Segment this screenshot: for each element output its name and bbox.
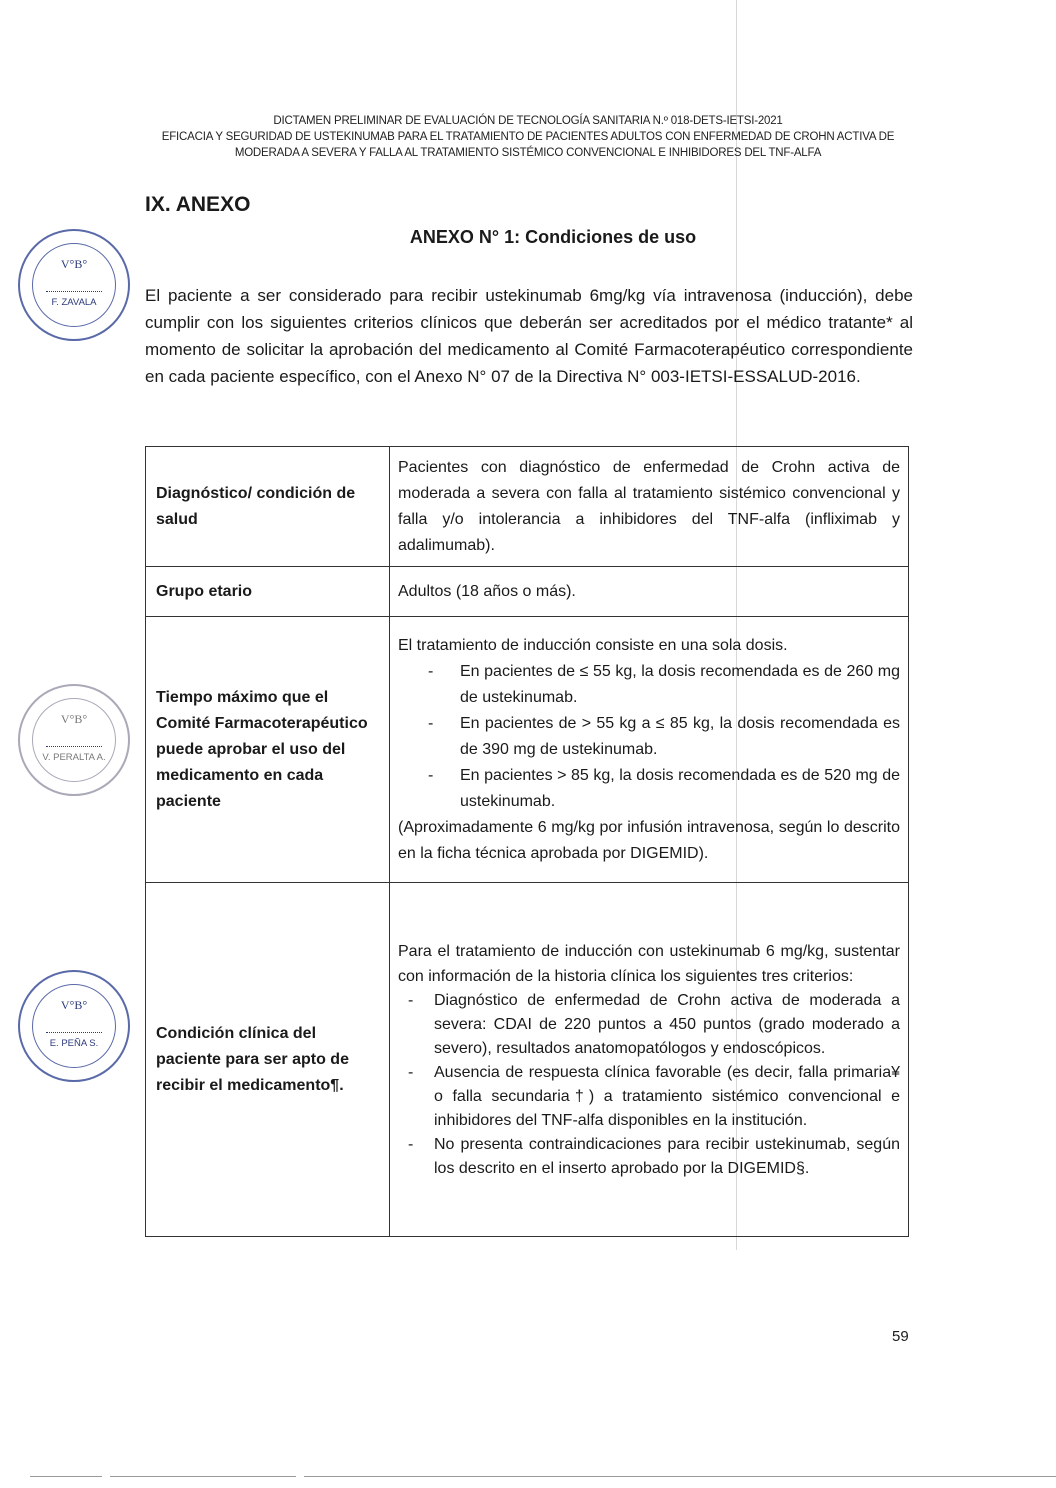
page-number: 59	[892, 1328, 909, 1345]
list-item: - Diagnóstico de enfermedad de Crohn activa de moderada a severa: CDAI de 220 puntos a 450 puntos (grado moderado a severo), resultados anatomopatólogos y endoscópicos.	[398, 989, 900, 1061]
stamp-vb: V°B°	[60, 712, 88, 726]
row-value: Pacientes con diagnóstico de enfermedad de Crohn activa de moderada a severa con falla al tratamiento sistémico convencional y falla y/o intolerancia a inhibidores del TNF-alfa (infliximab y adalimumab).	[390, 447, 909, 567]
list-item: - Ausencia de respuesta clínica favorable (es decir, falla primaria¥ o falla secundaria†) a tratamiento sistémico convencional e inhibidores del TNF-alfa disponibles en la institución.	[398, 1061, 900, 1133]
list-item: - En pacientes de ≤ 55 kg, la dosis recomendada es de 260 mg de ustekinumab.	[398, 659, 900, 711]
header-line-1: DICTAMEN PRELIMINAR DE EVALUACIÓN DE TECNOLOGÍA SANITARIA N.º 018-DETS-IETSI-2021	[273, 115, 783, 127]
row-value	[390, 883, 909, 1237]
header-line-2: EFICACIA Y SEGURIDAD DE USTEKINUMAB PARA EL TRATAMIENTO DE PACIENTES ADULTOS CON ENFERMEDAD DE CROHN ACTIVA DE	[161, 131, 895, 143]
stamp-name: F. ZAVALA	[51, 297, 97, 308]
list-item: - No presenta contraindicaciones para recibir ustekinumab, según los descrito en el inserto aprobado por la DIGEMID§.	[398, 1133, 900, 1181]
stamp-inner-ring	[32, 243, 116, 327]
dosing-list	[398, 659, 900, 815]
stamp-inner-ring	[32, 698, 116, 782]
section-title: IX. ANEXO	[145, 193, 251, 216]
intro-paragraph: El paciente a ser considerado para recibir ustekinumab 6mg/kg vía intravenosa (inducción), debe cumplir con los siguientes criterios clínicos que deberán ser acreditados por el médico tratante* al momento de solicitar la aprobación del medicamento al Comité Farmacoterapéutico correspondiente en cada paciente específico, con el Anexo N° 07 de la Directiva N° 003-IETSI-ESSALUD-2016.	[145, 286, 913, 386]
footer-rule	[110, 1476, 296, 1477]
row-label: Diagnóstico/ condición de salud	[146, 447, 390, 567]
criteria-intro: Para el tratamiento de inducción con ustekinumab 6 mg/kg, sustentar con información de la historia clínica los siguientes tres criterios:	[398, 942, 900, 985]
table-row	[146, 883, 909, 1237]
document-header	[60, 113, 996, 161]
footer-rule	[30, 1476, 102, 1477]
stamp-vb: V°B°	[60, 998, 88, 1012]
row-label: Tiempo máximo que el Comité Farmacoterapéutico puede aprobar el uso del medicamento en cada paciente	[146, 617, 390, 883]
criteria-list	[398, 989, 900, 1181]
table-row	[146, 447, 909, 567]
footer-rule	[304, 1476, 1056, 1477]
row-label: Condición clínica del paciente para ser apto de recibir el medicamento¶.	[146, 883, 390, 1237]
row-value: Adultos (18 años o más).	[390, 567, 909, 617]
stamp-name: V. PERALTA A.	[42, 752, 106, 763]
stamp-vb: V°B°	[60, 257, 88, 271]
row-label: Grupo etario	[146, 567, 390, 617]
approval-stamp	[18, 684, 130, 796]
conditions-table	[145, 446, 909, 1237]
stamp-signature-line	[46, 1032, 102, 1033]
stamp-name: E. PEÑA S.	[49, 1038, 99, 1049]
table-row	[146, 567, 909, 617]
row-value	[390, 617, 909, 883]
list-item: - En pacientes de > 55 kg a ≤ 85 kg, la dosis recomendada es de 390 mg de ustekinumab.	[398, 711, 900, 763]
annex-title: ANEXO N° 1: Condiciones de uso	[409, 227, 697, 247]
dosing-intro: El tratamiento de inducción consiste en una sola dosis.	[398, 636, 788, 654]
approval-stamp	[18, 970, 130, 1082]
list-item: - En pacientes > 85 kg, la dosis recomendada es de 520 mg de ustekinumab.	[398, 763, 900, 815]
header-line-3: MODERADA A SEVERA Y FALLA AL TRATAMIENTO SISTÉMICO CONVENCIONAL E INHIBIDORES DEL TNF-ALFA	[234, 147, 822, 159]
table-row	[146, 617, 909, 883]
dosing-note: (Aproximadamente 6 mg/kg por infusión intravenosa, según lo descrito en la ficha técnica aprobada por DIGEMID).	[398, 818, 900, 862]
stamp-signature-line	[46, 291, 102, 292]
stamp-signature-line	[46, 746, 102, 747]
stamp-inner-ring	[32, 984, 116, 1068]
